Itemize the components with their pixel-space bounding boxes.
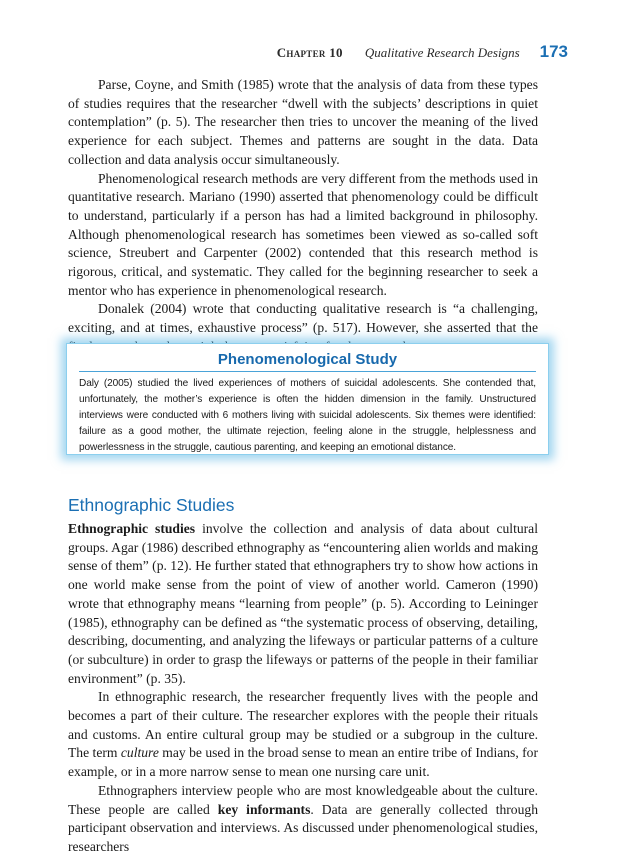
chapter-title: Qualitative Research Designs [364,45,520,60]
paragraph-text: In ethnographic research, the researcher frequently lives with the people and becomes a part of their culture. The researcher explores with the people their rituals and customs. An entire cultural group may be studied or a subgroup in the culture. [68,689,538,742]
paragraph-text: involve the collection and analysis of data about cultural groups. Agar (1986) described ethnography as “encountering alien worlds and making sense of them” (p. 12). He further stated that ethnographers try to show how actions in one world make sense from the point of view of another world. Cameron (1990) wrote that ethnography means “learning from people” (p. 5). According to Leininger (1985), ethnography can be defined as “the systematic process of observing, detailing, describing, documenting, and analyzing the lifeways or particular patterns of a culture (or subculture) in order to grasp the lifeways or patterns of the people in their familiar environment” (p. 35). [68,521,538,686]
section-heading: Ethnographic Studies [68,495,235,515]
study-callout-box [66,343,549,455]
paragraph: Parse, Coyne, and Smith (1985) wrote that the analysis of data from these types of studies requires that the researcher “dwell with the subjects’ descriptions in quiet contemplation” (p. 5). The researcher then tries to uncover the meaning of the lived experience for each subject. Themes and patterns are sought in the data. Data collection and data analysis occur simultaneously. [68,77,538,167]
key-term: Ethnographic studies [68,521,196,536]
running-head [277,42,568,62]
paragraph [68,782,538,857]
paragraph-text: may be used in the broad sense to mean an entire tribe of Indians, for example, or in a more narrow sense to mean one nursing care unit. [68,745,539,780]
callout-title: Phenomenological Study [79,351,536,372]
body-text-bottom [68,520,538,857]
paragraph [68,520,538,688]
paragraph [68,688,538,782]
callout-body: Daly (2005) studied the lived experiences of mothers of suicidal adolescents. She contended that, unfortunately, the mother’s experience is often the hidden dimension in the family. Unstructured interviews were conducted with 6 mothers living with suicidal adolescents. Six themes were identified: failure as a good mother, the ultimate rejection, feeling alone in the struggle, helplessness and powerlessness in the struggle, cautious parenting, and keeping an emotional distance. [79,378,536,453]
page-number: 173 [539,42,568,61]
italic-term: culture [120,745,159,761]
paragraph-text: . Data are generally collected through participant observation and interviews. As discussed under phenomenological studies, researchers [68,801,538,854]
key-term: key informants [217,801,311,817]
paragraph: Donalek (2004) wrote that conducting qualitative research is “a challenging, exciting, and at times, exhaustive process” (p. 517). However, she asserted that the [68,301,538,336]
chapter-label: Chapter 10 [276,45,343,60]
paragraph-text: The term [68,745,121,761]
paragraph: Phenomenological research methods are very different from the methods used in quantitative research. Mariano (1990) asserted that phenomenology could be difficult to understand, particularly if a person has had a limited background in philosophy. Although phenomenological research has sometimes been viewed as so-called soft science, Streubert and Carpenter (2002) contended that this research method is rigorous, critical, and systematic. They called for the beginning researcher to seek a mentor who has experience in phenomenological research. [68,170,538,298]
paragraph-text: Ethnographers interview people who are most knowledgeable about the culture. These people are called [68,782,538,817]
body-text-top [68,76,538,357]
